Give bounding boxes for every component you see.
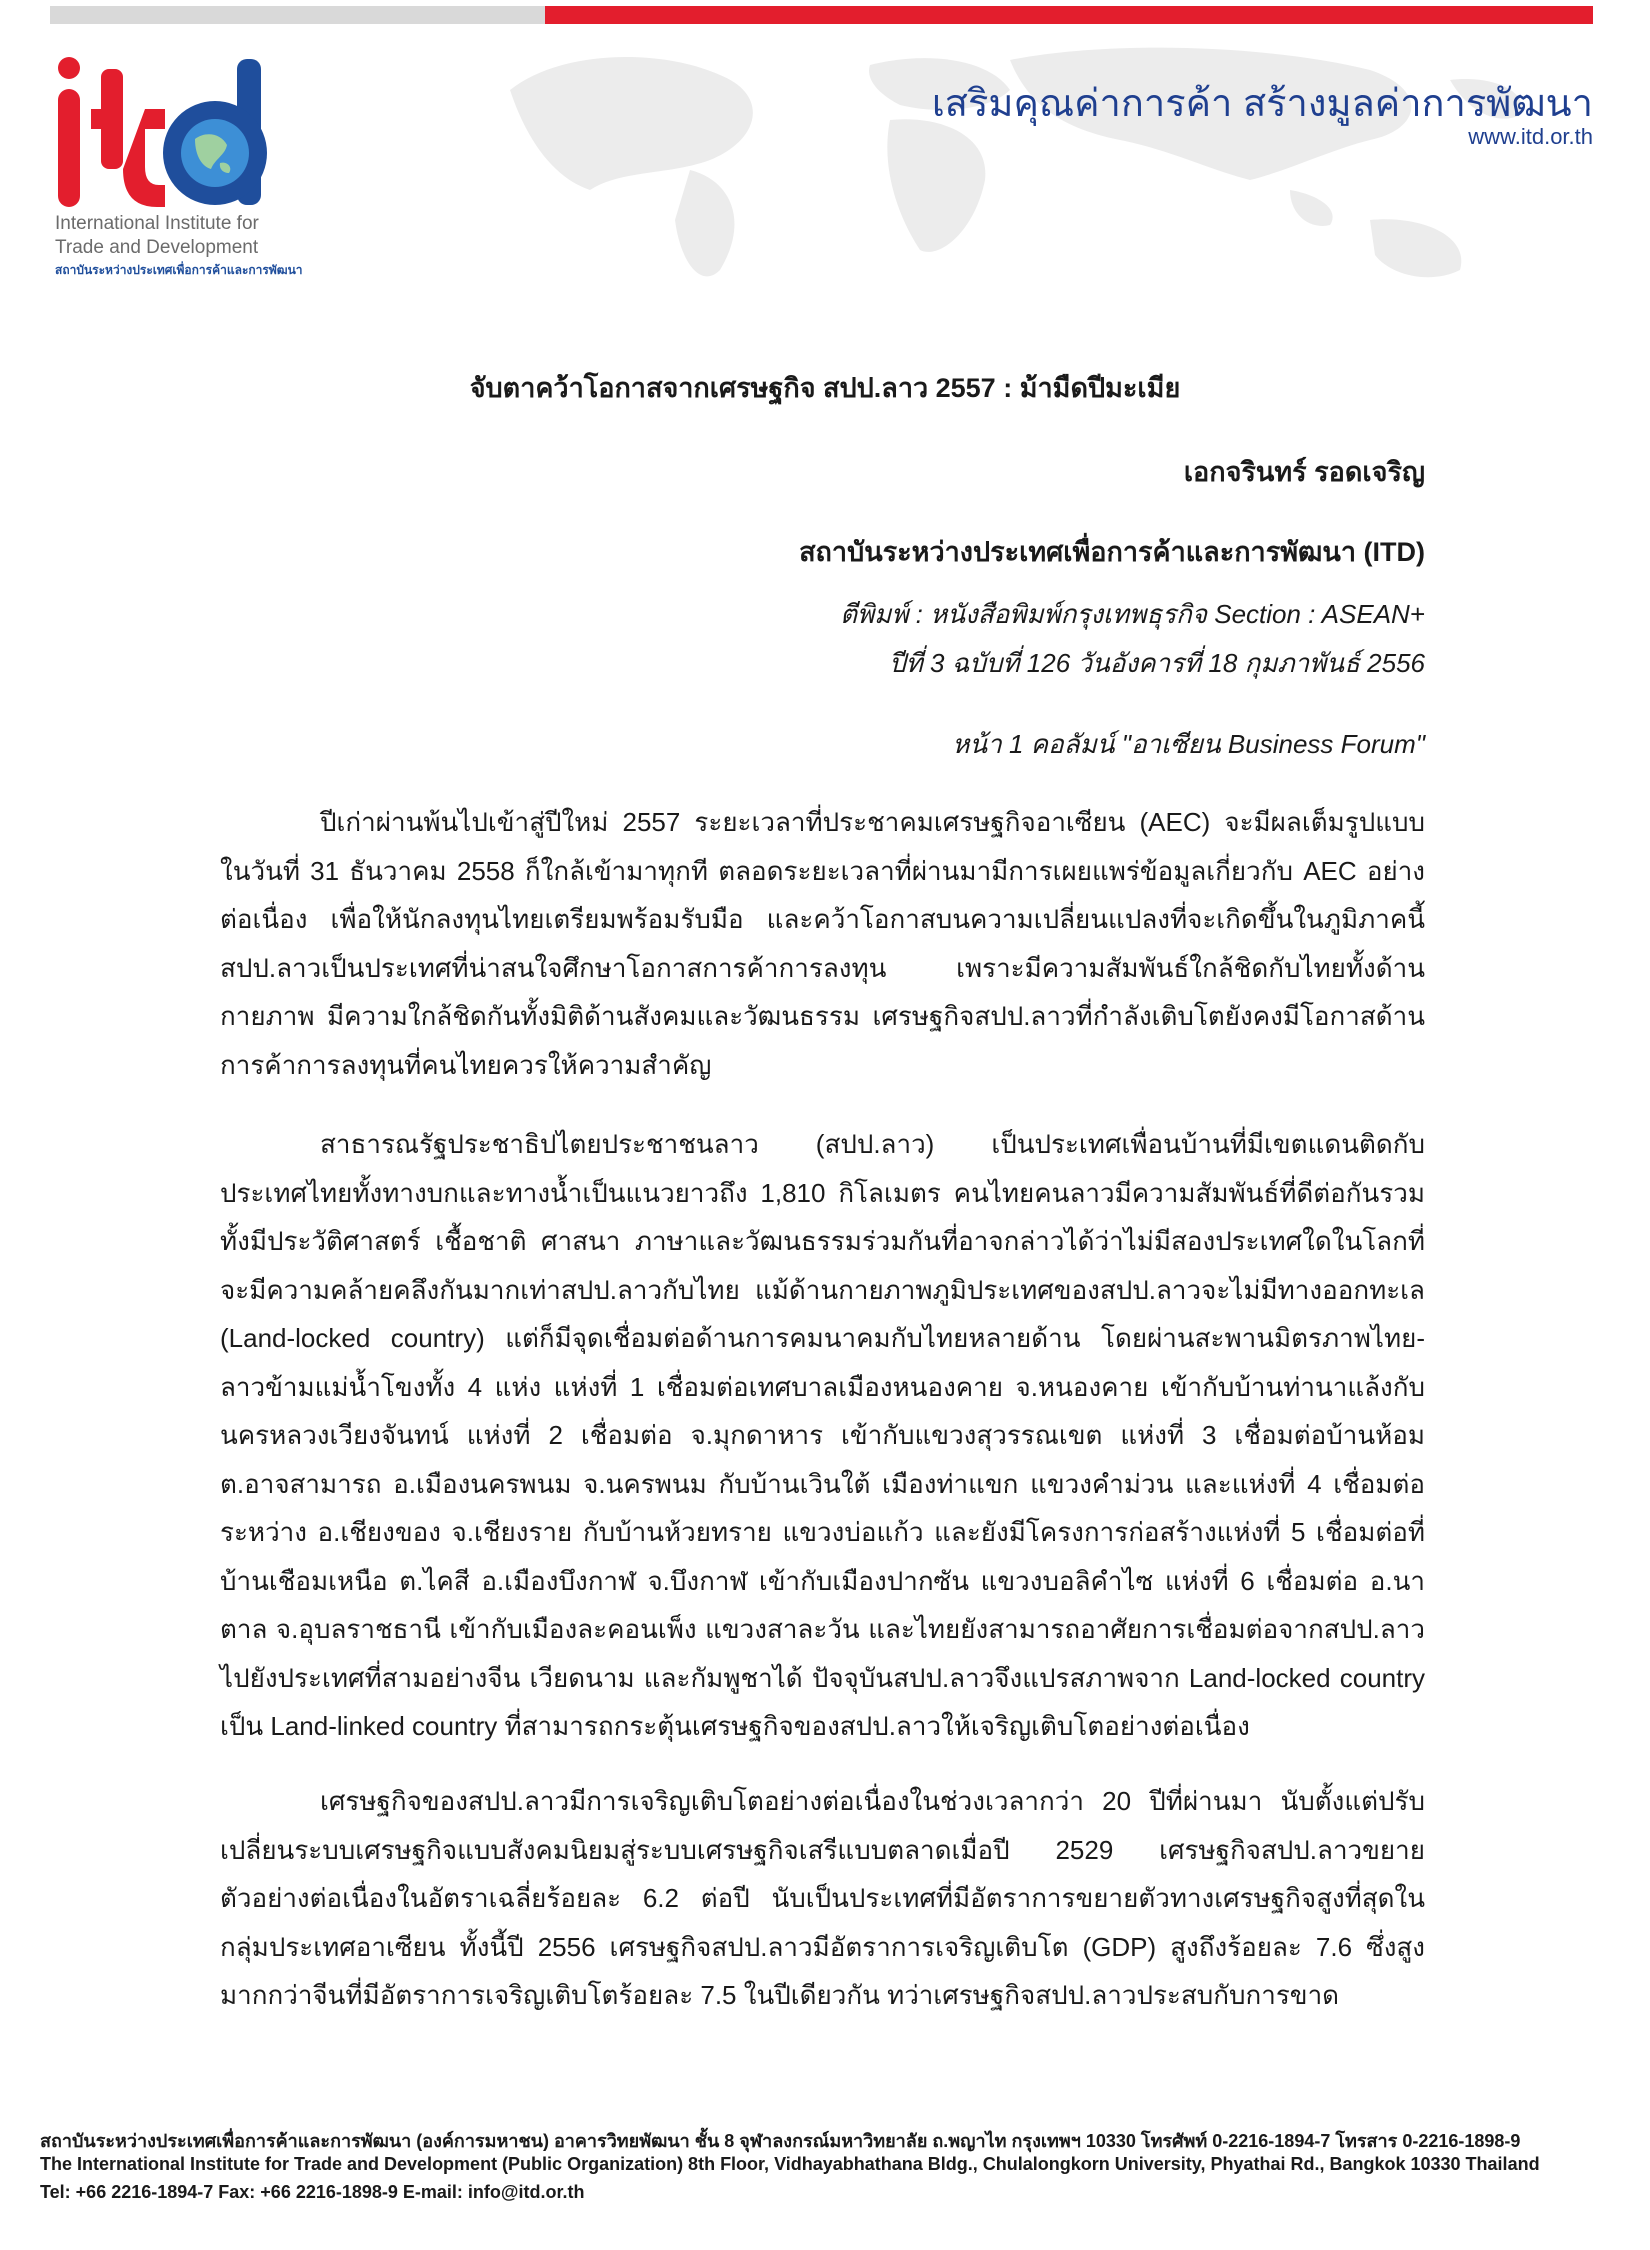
article-paragraph bbox=[220, 1777, 1425, 2020]
itd-logo-mark bbox=[55, 55, 315, 215]
article-paragraph bbox=[220, 798, 1425, 1089]
footer-address-thai: สถาบันระหว่างประเทศเพื่อการค้าและการพัฒนา (องค์การมหาชน) อาคารวิทยพัฒนา ชั้น 8 จุฬาลงกรณ์มหาวิทยาลัย ถ.พญาไท กรุงเทพฯ 10330 โทรศัพท์ 0-2216-1894-7 โทรสาร 0-2216-1898-9 bbox=[40, 2131, 1521, 2151]
itd-logo bbox=[55, 55, 315, 285]
article-paragraph-text: เศรษฐกิจของสปป.ลาวมีการเจริญเติบโตอย่างต่อเนื่องในช่วงเวลากว่า 20 ปีที่ผ่านมา นับตั้งแต่ปรับเปลี่ยนระบบเศรษฐกิจแบบสังคมนิยมสู่ระบบเศรษฐกิจเสรีแบบตลาดเมื่อปี 2529 เศรษฐกิจสปป.ลาวขยายตัวอย่างต่อเนื่องในอัตราเฉลี่ยร้อยละ 6.2 ต่อปี นับเป็นประเทศที่มีอัตราการขยายตัวทางเศรษฐกิจสูงที่สุดในกลุ่มประเทศอาเซียน ทั้งนี้ปี 2556 เศรษฐกิจสปป.ลาวมีอัตราการเจริญเติบโต (GDP) สูงถึงร้อยละ 7.6 ซึ่งสูงมากกว่าจีนที่มีอัตราการเจริญเติบโตร้อยละ 7.5 ในปีเดียวกัน ทว่าเศรษฐกิจสปป.ลาวประสบกับการขาด bbox=[220, 1786, 1425, 2010]
publication-info-line-1: ตีพิมพ์ : หนังสือพิมพ์กรุงเทพธุรกิจ Section : ASEAN+ bbox=[840, 599, 1425, 629]
logo-text-thai: สถาบันระหว่างประเทศเพื่อการค้าและการพัฒนา bbox=[55, 263, 303, 277]
article-paragraph-text: สาธารณรัฐประชาธิปไตยประชาชนลาว (สปป.ลาว) เป็นประเทศเพื่อนบ้านที่มีเขตแดนติดกับประเทศไทยทั้งทางบกและทางน้ำเป็นแนวยาวถึง 1,810 กิโลเมตร คนไทยคนลาวมีความสัมพันธ์ที่ดีต่อกันรวมทั้งมีประวัติศาสตร์ เชื้อชาติ ศาสนา ภาษาและวัฒนธรรมร่วมกันที่อาจกล่าวได้ว่าไม่มีสองประเทศใดในโลกที่จะมีความคล้ายคลึงกันมากเท่าสปป.ลาวกับไทย แม้ด้านกายภาพภูมิประเทศของสปป.ลาวจะไม่มีทางออกทะเล (Land-locked country) แต่ก็มีจุดเชื่อมต่อด้านการคมนาคมกับไทยหลายด้าน โดยผ่านสะพานมิตรภาพไทย-ลาวข้ามแม่น้ำโขงทั้ง 4 แห่ง แห่งที่ 1 เชื่อมต่อเทศบาลเมืองหนองคาย จ.หนองคาย เข้ากับบ้านท่านาแล้งกับนครหลวงเวียงจันทน์ แห่งที่ 2 เชื่อมต่อ จ.มุกดาหาร เข้ากับแขวงสุวรรณเขต แห่งที่ 3 เชื่อมต่อบ้านห้อม ต.อาจสามารถ อ.เมืองนครพนม จ.นครพนม กับบ้านเวินใต้ เมืองท่าแขก แขวงคำม่วน และแห่งที่ 4 เชื่อมต่อระหว่าง อ.เชียงของ จ.เชียงราย กับบ้านห้วยทราย แขวงบ่อแก้ว และยังมีโครงการก่อสร้างแห่งที่ 5 เชื่อมต่อที่บ้านเชือมเหนือ ต.ไคสี อ.เมืองบึงกาฬ จ.บึงกาฬ เข้ากับเมืองปากซัน แขวงบอลิคำไซ แห่งที่ 6 เชื่อมต่อ อ.นาตาล จ.อุบลราชธานี เข้ากับเมืองละคอนเพ็ง แขวงสาละวัน และไทยยังสามารถอาศัยการเชื่อมต่อจากสปป.ลาวไปยังประเทศที่สามอย่างจีน เวียดนาม และกัมพูชาได้ ปัจจุบันสปป.ลาวจึงแปรสภาพจาก Land-locked country เป็น Land-linked country ที่สามารถกระตุ้นเศรษฐกิจของสปป.ลาวให้เจริญเติบโตอย่างต่อเนื่อง bbox=[220, 1129, 1425, 1741]
header-website-link[interactable]: www.itd.or.th bbox=[1468, 124, 1593, 149]
article-title: จับตาคว้าโอกาสจากเศรษฐกิจ สปป.ลาว 2557 : ม้ามืดปีมะเมีย bbox=[469, 373, 1181, 403]
article-paragraph bbox=[220, 1120, 1425, 1751]
article-institute: สถาบันระหว่างประเทศเพื่อการค้าและการพัฒนา (ITD) bbox=[799, 537, 1425, 567]
footer-address-english: The International Institute for Trade and Development (Public Organization) 8th Floor, Vidhayabhathana Bldg., Chulalongkorn University, Phyathai Rd., Bangkok 10330 Thailand bbox=[40, 2154, 1540, 2174]
publication-info-line-2: ปีที่ 3 ฉบับที่ 126 วันอังคารที่ 18 กุมภาพันธ์ 2556 bbox=[889, 648, 1425, 678]
header-slogan: เสริมคุณค่าการค้า สร้างมูลค่าการพัฒนา bbox=[931, 83, 1593, 125]
world-map-watermark bbox=[470, 20, 1610, 300]
logo-text-english-2: Trade and Development bbox=[55, 237, 259, 258]
footer-contact: Tel: +66 2216-1894-7 Fax: +66 2216-1898-9 E-mail: info@itd.or.th bbox=[40, 2182, 585, 2202]
article-paragraph-text: ปีเก่าผ่านพ้นไปเข้าสู่ปีใหม่ 2557 ระยะเวลาที่ประชาคมเศรษฐกิจอาเซียน (AEC) จะมีผลเต็มรูปแบบในวันที่ 31 ธันวาคม 2558 ก็ใกล้เข้ามาทุกที ตลอดระยะเวลาที่ผ่านมามีการเผยแพร่ข้อมูลเกี่ยวกับ AEC อย่างต่อเนื่อง เพื่อให้นักลงทุนไทยเตรียมพร้อมรับมือ และคว้าโอกาสบนความเปลี่ยนแปลงที่จะเกิดขึ้นในภูมิภาคนี้ สปป.ลาวเป็นประเทศที่น่าสนใจศึกษาโอกาสการค้าการลงทุน เพราะมีความสัมพันธ์ใกล้ชิดกับไทยทั้งด้านกายภาพ มีความใกล้ชิดกันทั้งมิติด้านสังคมและวัฒนธรรม เศรษฐกิจสปป.ลาวที่กำลังเติบโตยังคงมีโอกาสด้านการค้าการลงทุนที่คนไทยควรให้ความสำคัญ bbox=[220, 807, 1425, 1080]
publication-column-info: หน้า 1 คอลัมน์ "อาเซียน Business Forum" bbox=[952, 729, 1425, 759]
logo-text-english-1: International Institute for bbox=[55, 213, 259, 234]
article-author: เอกจรินทร์ รอดเจริญ bbox=[1183, 457, 1425, 487]
